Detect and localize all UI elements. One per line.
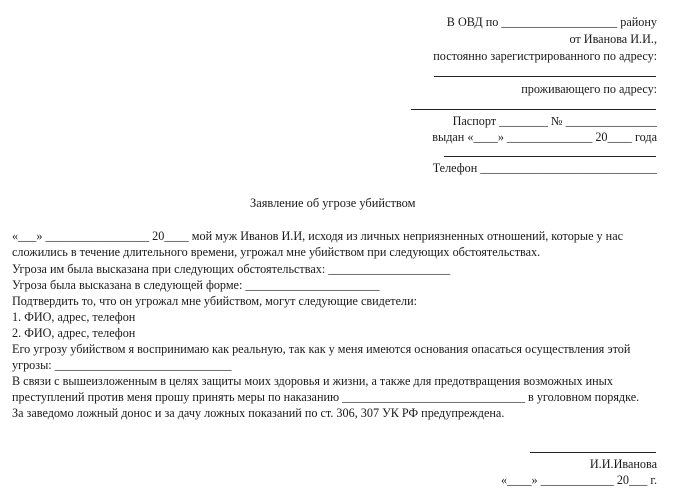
paragraph-line: В связи с вышеизложенным в целях защиты моих здоровья и жизни, а также для предотвращения возможных иных	[12, 374, 613, 388]
addressee-line: В ОВД по ___________________ району	[446, 15, 657, 29]
paragraph-line: сложились в течение длительного времени, угрожал мне убийством при следующих обстоятельствах.	[12, 245, 541, 259]
paragraph-line: Его угрозу убийством я воспринимаю как реальную, так как у меня имеются основания опасаться осуществления этой	[12, 342, 631, 356]
registered-address-label: постоянно зарегистрированного по адресу:	[433, 49, 657, 63]
witness-item: 1. ФИО, адрес, телефон	[12, 310, 136, 324]
registered-address-blank	[434, 76, 656, 77]
paragraph-line: угрозы: _____________________________	[12, 358, 232, 372]
passport-extra-blank	[444, 156, 656, 157]
paragraph-line: Угроза была высказана в следующей форме: ______________________	[12, 278, 380, 292]
signature-blank	[530, 452, 656, 453]
signature-date: «____» ____________ 20___ г.	[501, 473, 657, 487]
paragraph-line: Подтвердить то, что он угрожал мне убийством, могут следующие свидетели:	[12, 294, 417, 308]
paragraph-line: Угроза им была высказана при следующих обстоятельствах: ____________________	[12, 262, 451, 276]
phone-line: Телефон _____________________________	[432, 161, 657, 175]
passport-line: Паспорт ________ № _______________	[452, 114, 657, 128]
witness-item: 2. ФИО, адрес, телефон	[12, 326, 136, 340]
applicant-name-line: от Иванова И.И.,	[569, 32, 657, 46]
paragraph-line: За заведомо ложный донос и за дачу ложных показаний по ст. 306, 307 УК РФ предупреждена.	[12, 406, 505, 420]
signature-name: И.И.Иванова	[589, 457, 657, 471]
paragraph-line: преступлений против меня прошу принять меры по наказанию ______________________________ в уголовном порядке.	[12, 390, 640, 404]
living-address-blank	[411, 109, 656, 110]
paragraph-line: «___» _________________ 20____ мой муж Иванов И.И, исходя из личных неприязненных отношений, которые у нас	[12, 229, 624, 243]
passport-issued-line: выдан «____» ______________ 20____ года	[432, 130, 657, 144]
document-title: Заявление об угрозе убийством	[250, 196, 416, 210]
living-address-label: проживающего по адресу:	[521, 82, 657, 96]
